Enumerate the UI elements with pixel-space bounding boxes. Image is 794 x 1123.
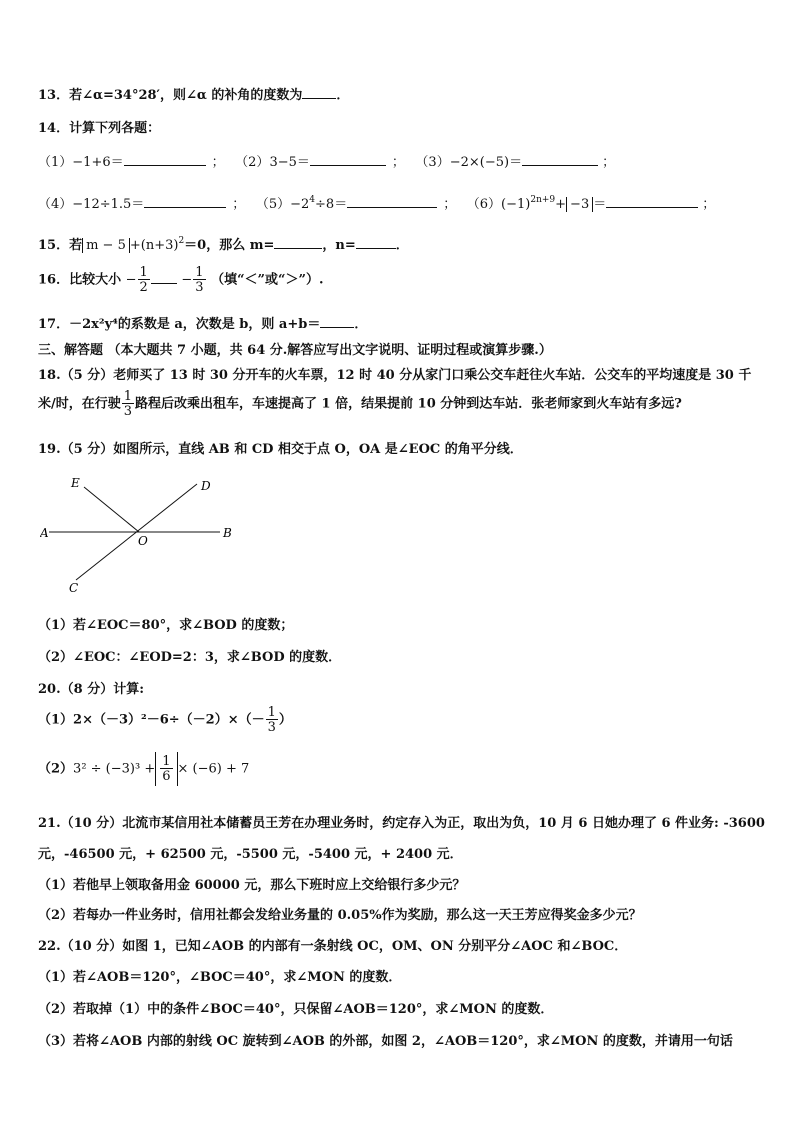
question-20-part-2: （2）3² ÷ (−3)³ + $\frac{1}{6}$ × (−6) + 7: [38, 754, 250, 784]
question-21-part-1: （1）若他早上领取备用金 60000 元，那么下班时应上交给银行多少元？: [38, 878, 466, 893]
fraction: $\frac{1}{3}$: [195, 265, 204, 295]
fraction: $\frac{1}{2}$: [139, 265, 148, 295]
question-18-line-1: 18.（5 分）老师买了 13 时 30 分开车的火车票，12 时 40 分从家门口乘公交车赶往火车站．公交车的平均速度是 30 千: [38, 368, 752, 383]
question-21-line-2: 元，-46500 元，+ 62500 元，-5500 元，-5400 元，+ 2400 元．: [38, 847, 463, 862]
answer-blank[interactable]: [356, 236, 396, 249]
label-b: B: [223, 526, 232, 540]
label-c: C: [69, 581, 79, 595]
question-19-part-2: （2）∠EOC：∠EOD=2：3，求∠BOD 的度数．: [38, 650, 342, 665]
absolute-value: [155, 752, 177, 786]
question-18-line-2: 米/时，在行驶 $\frac{1}{3}$ 路程后改乘出租车，车速提高了 1 倍，结果提前 10 分钟到达车站．张老师家到火车站有多远?: [38, 389, 682, 419]
question-20-part-1: （1）2×（－3）²－6÷（－2）×（－ $\frac{1}{3}$ ）: [38, 705, 292, 735]
answer-blank[interactable]: [310, 153, 386, 166]
question-14-row-2: （4）−12÷1.5＝ ； $(5)-2^4\div 8=$ ； $(6)(-1)^{2n+9}+ -3$ ＝ ；: [38, 195, 716, 212]
fraction: $\frac{1}{3}$: [123, 389, 133, 419]
question-16: 16．比较大小 − $\frac{1}{2}$ − $\frac{1}{3}$ （填“＜”或“＞”）.: [38, 265, 324, 295]
fraction: $\frac{1}{3}$: [267, 705, 276, 735]
answer-blank[interactable]: [144, 195, 226, 208]
fraction: $\frac{1}{6}$: [162, 754, 171, 784]
label-d: D: [201, 479, 211, 493]
answer-blank[interactable]: [302, 86, 336, 99]
question-22-part-1: （1）若∠AOB＝120°，∠BOC＝40°，求∠MON 的度数．: [38, 970, 402, 985]
answer-blank[interactable]: [522, 153, 598, 166]
section-heading: 三、解答题 （本大题共 7 小题，共 64 分.解答应写出文字说明、证明过程或演算步骤.）: [38, 343, 552, 358]
question-19-part-1: （1）若∠EOC＝80°，求∠BOD 的度数；: [38, 618, 294, 633]
question-14-row-1: （1）−1+6＝ ； （2）3−5＝ ； （3）−2×(−5)＝ ；: [38, 155, 616, 170]
ray-oe: [84, 487, 139, 532]
answer-blank[interactable]: [151, 271, 177, 284]
question-13: 13．若∠α=34°28′，则∠α 的补角的度数为 ．: [38, 88, 350, 103]
question-22-part-3: （3）若将∠AOB 内部的射线 OC 旋转到∠AOB 的外部，如图 2，∠AOB＝120°，求∠MON 的度数，并请用一句话: [38, 1034, 733, 1049]
question-21-line-1: 21.（10 分）北流市某信用社本储蓄员王芳在办理业务时，约定存入为正，取出为负，10 月 6 日她办理了 6 件业务: -3600: [38, 816, 765, 831]
label-e: E: [71, 476, 80, 490]
answer-blank[interactable]: [347, 195, 437, 208]
question-14-title: 14．计算下列各题：: [38, 121, 161, 136]
answer-blank[interactable]: [606, 195, 698, 208]
answer-blank[interactable]: [320, 315, 354, 328]
label-a: A: [40, 526, 49, 540]
question-19-title: 19.（5 分）如图所示，直线 AB 和 CD 相交于点 O，OA 是∠EOC 的角平分线．: [38, 442, 523, 457]
geometry-figure: [40, 470, 250, 600]
question-21-part-2: （2）若每办一件业务时，信用社都会发给业务量的 0.05%作为奖励，那么这一天王芳应得奖金多少元？: [38, 908, 642, 923]
question-20-title: 20.（8 分）计算:: [38, 682, 144, 697]
question-17: 17．－2x²y⁴的系数是 a，次数是 b，则 a+b＝ ．: [38, 317, 368, 332]
answer-blank[interactable]: [124, 153, 206, 166]
question-22-title: 22.（10 分）如图 1，已知∠AOB 的内部有一条射线 OC，OM、ON 分别平分∠AOC 和∠BOC．: [38, 939, 628, 954]
label-o: O: [138, 534, 148, 548]
answer-blank[interactable]: [274, 236, 322, 249]
question-22-part-2: （2）若取掉（1）中的条件∠BOC＝40°，只保留∠AOB＝120°，求∠MON 的度数．: [38, 1002, 554, 1017]
question-15: 15．若 $m - 5 +(n+3)^2=0$，那么 m= ，n= ．: [38, 236, 409, 253]
